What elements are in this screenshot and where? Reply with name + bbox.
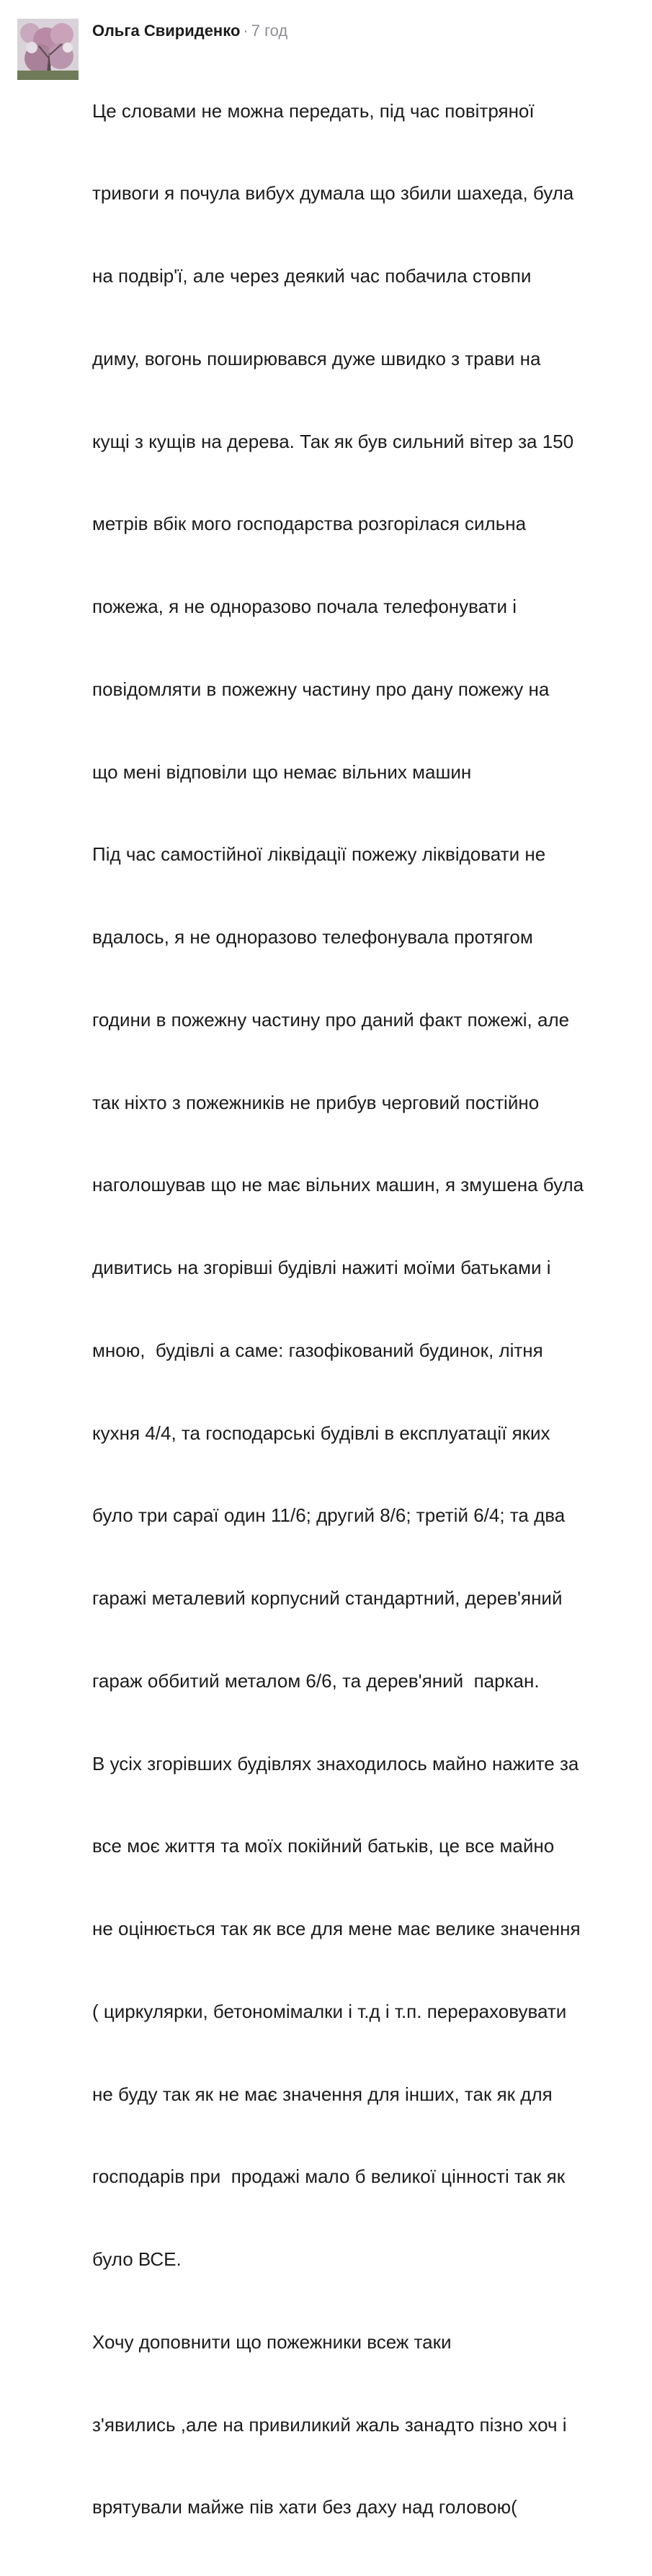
comment-line: кухня 4/4, та господарські будівлі в експлуатації яких (92, 1422, 550, 1444)
comment-line: було ВСЕ. (92, 2248, 182, 2270)
comment-line: гараж оббитий металом 6/6, та дерев'яний паркан. (92, 1669, 540, 1692)
comment-line: пожежа, я не одноразово почала телефонувати і (92, 596, 517, 617)
comment-line: не буду так як не має значення для інших, так як для (92, 2083, 553, 2105)
comment-line: повідомляти в пожежну частину про дану пожежу на (92, 678, 550, 700)
comment-line: В усіх згорівших будівлях знаходилось майно нажите за (92, 1752, 579, 1774)
comment-line: не оцінюється так як все для мене має велике значення (92, 1918, 581, 1939)
comment-line: кущі з кущів на дерева. Так як був сильний вітер за 150 (92, 430, 574, 452)
comment-line: Під час самостійної ліквідації пожежу ліквідовати не (92, 843, 546, 866)
user-avatar-photo-icon[interactable] (17, 19, 79, 80)
comment-line: наголошував що не має вільних машин, я змушена була (92, 1174, 584, 1196)
comment-header (92, 20, 287, 42)
comment-line: тривоги я почула вибух думала що збили шахеда, була (92, 182, 574, 205)
comment-line: з'явились ,але на привиликий жаль занадто пізно хоч і (92, 2413, 567, 2436)
comment-line: Це словами не можна передать, під час повітряної (92, 99, 535, 122)
comment-body (92, 42, 640, 2576)
comment-line: так ніхто з пожежників не прибув черговий постійно (92, 1091, 540, 1113)
comment-line: врятували майже пів хати без даху над головою( (92, 2496, 517, 2518)
comment-line: диму, вогонь поширювався дуже швидко з трави на (92, 347, 541, 369)
comment-author[interactable]: Ольга Свириденко (92, 22, 241, 40)
comment-line: дивитись на згорівші будівлі нажиті моїми батьками і (92, 1257, 551, 1278)
comment-line: було три сараї один 11/6; другий 8/6; третій 6/4; та два (92, 1504, 566, 1527)
comment-line: все моє життя та моїх покійний батьків, це все майно (92, 1835, 555, 1857)
comment-line: на подвір'ї, але через деякий час побачила стовпи (92, 265, 532, 287)
comment-line: вдалось, я не одноразово телефонувала протягом (92, 926, 533, 948)
comment-line: ( циркулярки, бетономімалки і т.д і т.п. перераховувати (92, 2000, 567, 2022)
comment-line: метрів вбік мого господарства розгорілася сильна (92, 513, 527, 535)
comment-line: гаражі металевий корпусний стандартний, дерев'яний (92, 1587, 563, 1609)
comment-line: що мені відповіли що немає вільних машин (92, 760, 472, 783)
comment-line: господарів при продажі мало б великої цінності так як (92, 2166, 566, 2188)
comment-timestamp: 7 год (251, 22, 288, 40)
comment-line: години в пожежну частину про даний факт пожежі, але (92, 1008, 570, 1031)
comment-line: мною, будівлі а саме: газофікований будинок, літня (92, 1339, 543, 1361)
comment-line: Хочу доповнити що пожежники всеж таки (92, 2330, 452, 2353)
header-separator: · (243, 22, 249, 40)
